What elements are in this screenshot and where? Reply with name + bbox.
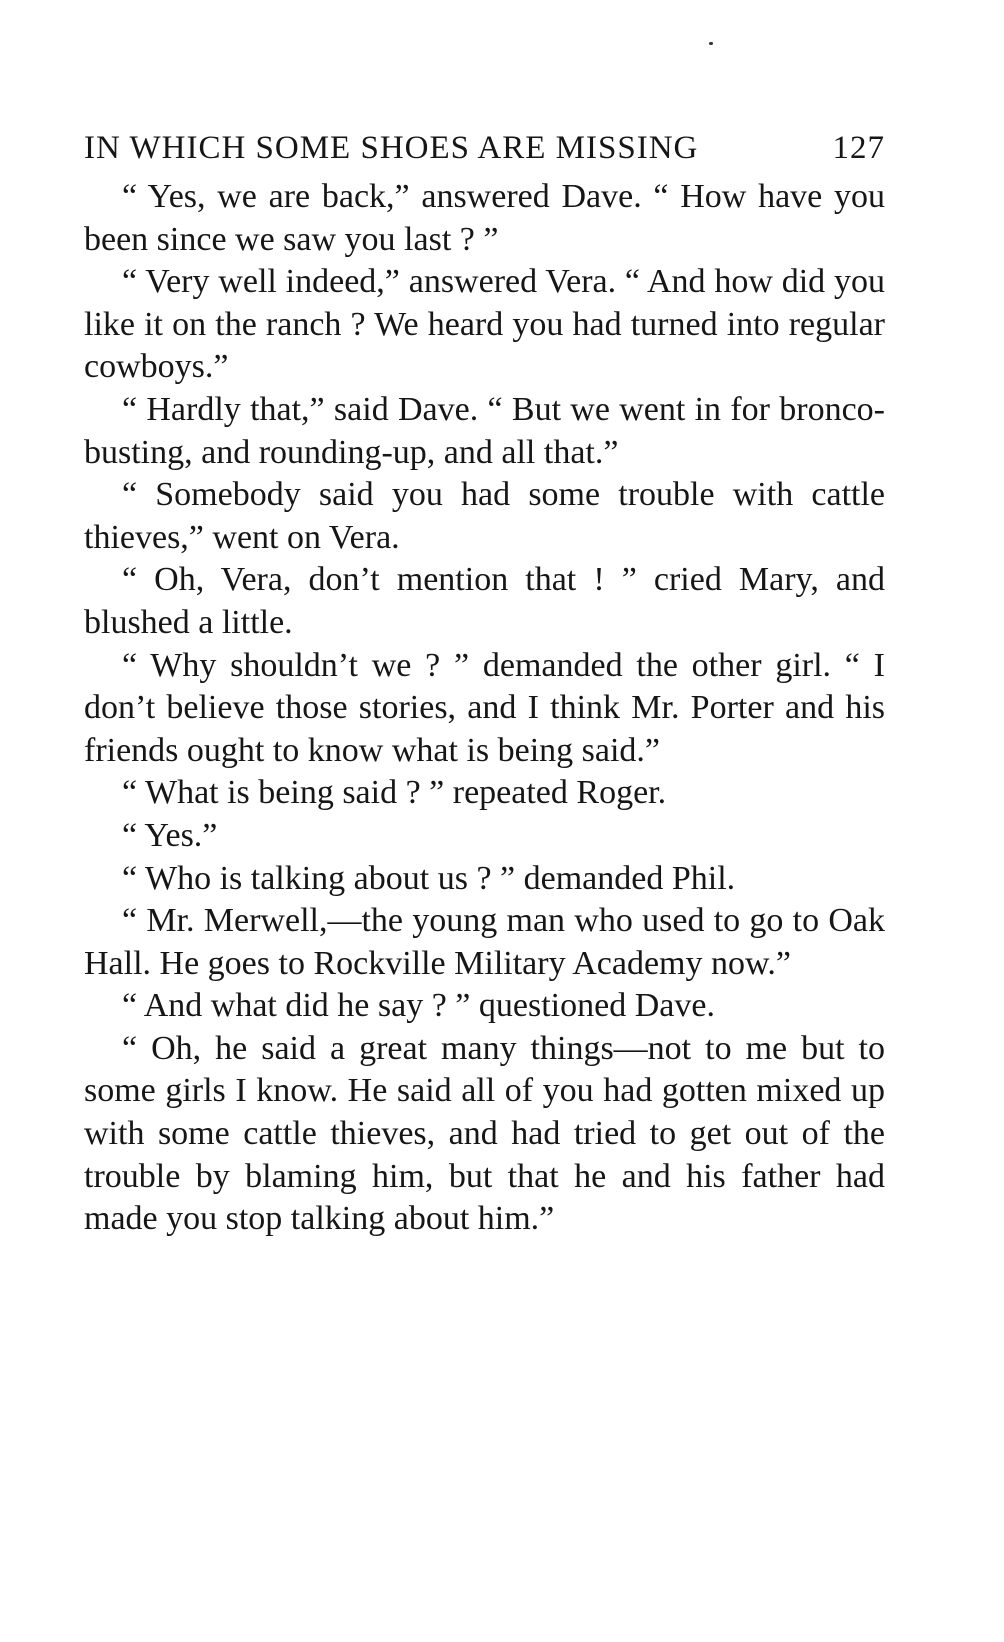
ink-speck — [709, 42, 713, 45]
paragraph: “ Oh, Vera, don’t mention that ! ” cried Mary, and blushed a little. — [84, 561, 885, 641]
paragraph: “ Very well indeed,” answered Vera. “ And how did you like it on the ranch ? We heard you had turned into regular cowboys.” — [84, 263, 885, 386]
paragraph: “ Somebody said you had some trouble with cattle thieves,” went on Vera. — [84, 476, 885, 556]
paragraph: “ Why shouldn’t we ? ” demanded the other girl. “ I don’t believe those stories, and I think Mr. Porter and his friends ought to know what is being said.” — [84, 646, 885, 769]
body-text — [84, 176, 885, 1241]
paragraph: “ Yes.” — [122, 816, 218, 854]
book-page — [84, 128, 885, 1241]
paragraph: “ Hardly that,” said Dave. “ But we went in for bronco-busting, and rounding-up, and all that.” — [84, 390, 885, 471]
running-head — [84, 128, 885, 176]
paragraph: “ Yes, we are back,” answered Dave. “ How have you been since we saw you last ? ” — [84, 178, 885, 258]
page-number: 127 — [832, 130, 885, 166]
paragraph: “ Oh, he said a great many things—not to me but to some girls I know. He said all of you had gotten mixed up with some cattle thieves, and had tried to get out of the trouble by blaming him, but that he and his father had made you stop talking about him.” — [84, 1029, 885, 1238]
running-title: IN WHICH SOME SHOES ARE MISSING — [84, 130, 699, 166]
paragraph: “ Who is talking about us ? ” demanded Phil. — [122, 859, 736, 897]
paragraph: “ Mr. Merwell,—the young man who used to go to Oak Hall. He goes to Rockville Military Academy now.” — [84, 902, 885, 982]
paragraph: “ And what did he say ? ” questioned Dave. — [122, 987, 715, 1025]
paragraph: “ What is being said ? ” repeated Roger. — [122, 774, 667, 812]
